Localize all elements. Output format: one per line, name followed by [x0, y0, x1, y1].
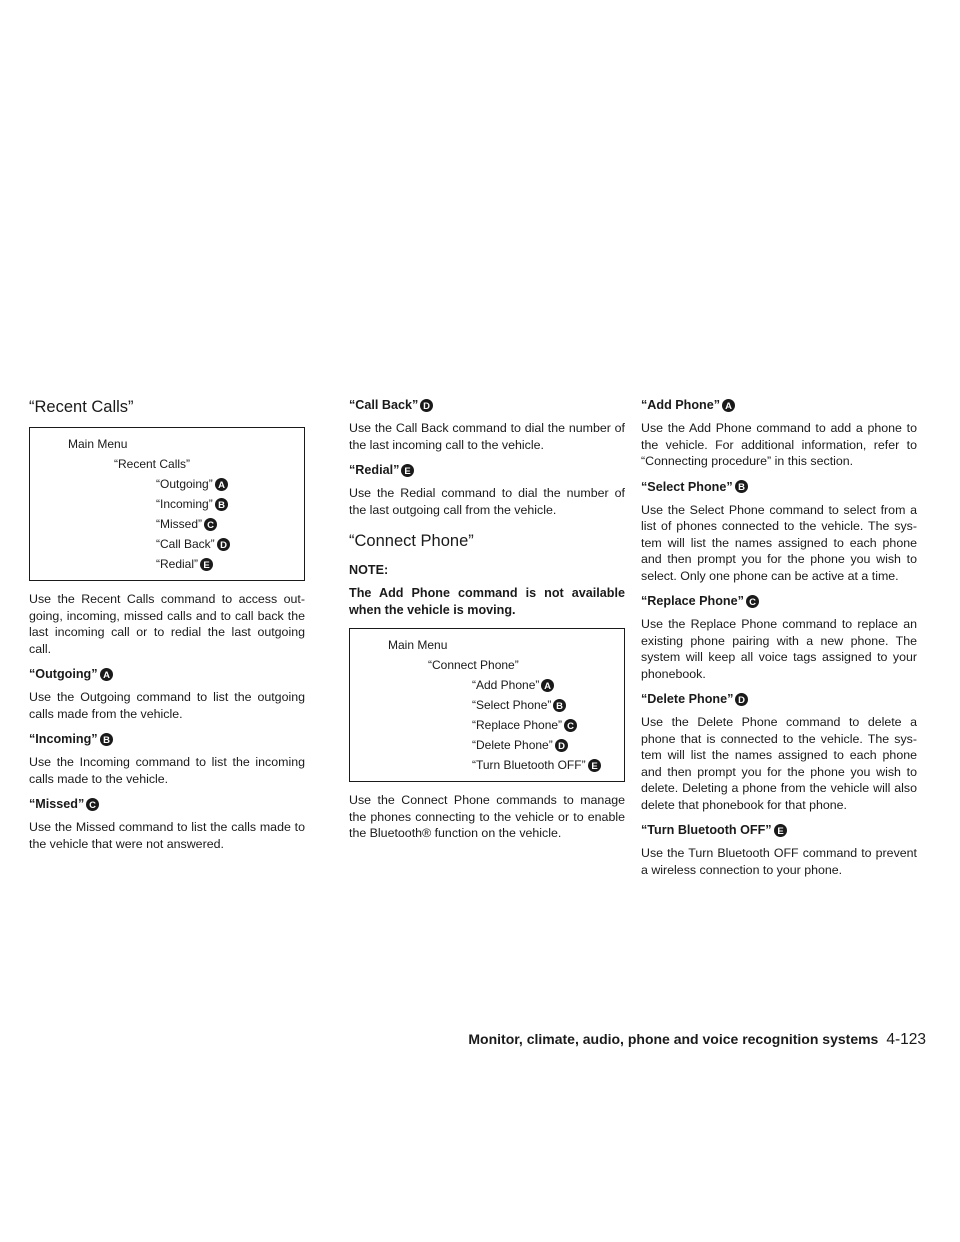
- subheading-text: “Turn Bluetooth OFF”: [641, 823, 772, 837]
- svg-text:D: D: [557, 740, 565, 752]
- marker-c-icon: [86, 798, 99, 811]
- redial-subheading: [349, 463, 625, 477]
- menu-parent: “Connect Phone”: [428, 658, 519, 672]
- menu-root: Main Menu: [68, 437, 128, 451]
- menu-item: [40, 554, 294, 574]
- marker-a-icon: [100, 668, 113, 681]
- add-phone-subheading: [641, 398, 917, 412]
- marker-e-icon: [588, 759, 601, 772]
- subheading-text: “Outgoing”: [29, 667, 98, 681]
- svg-text:B: B: [217, 499, 225, 511]
- svg-text:E: E: [404, 465, 412, 477]
- subheading-text: “Select Phone”: [641, 479, 733, 494]
- menu-root: Main Menu: [388, 638, 448, 652]
- subheading-text: “Redial”: [349, 463, 400, 477]
- marker-c-icon: [204, 518, 217, 531]
- replace-phone-subheading: [641, 594, 917, 608]
- menu-item-label: “Outgoing”: [156, 477, 213, 491]
- menu-item: [360, 735, 614, 755]
- menu-item-label: “Incoming”: [156, 497, 213, 511]
- svg-text:A: A: [102, 669, 110, 681]
- incoming-subheading: [29, 732, 305, 746]
- menu-item-label: “Call Back”: [156, 537, 215, 551]
- missed-subheading: [29, 797, 305, 811]
- svg-text:C: C: [748, 596, 756, 608]
- marker-b-icon: [215, 498, 228, 511]
- missed-text: Use the Missed command to list the calls made to the vehicle that were not answered.: [29, 820, 305, 851]
- svg-text:C: C: [89, 799, 97, 811]
- svg-text:D: D: [738, 694, 746, 706]
- svg-text:C: C: [207, 519, 214, 531]
- delete-phone-text: Use the Delete Phone command to delete a phone that is connected to the vehicle. The sys-tem will list the names assigned to each phone and then prompt you for the phone you wish to delete. Deleting a phone from the vehicle will also delete that phonebook for that phone.: [641, 715, 917, 812]
- svg-text:B: B: [737, 482, 745, 493]
- outgoing-text: Use the Outgoing command to list the outgoing calls made from the vehicle.: [29, 690, 305, 721]
- add-phone-text: Use the Add Phone command to add a phone to the vehicle. For additional information, refer to “Connecting procedure” in this section.: [641, 421, 917, 468]
- svg-text:B: B: [556, 700, 564, 712]
- select-phone-subheading: [641, 480, 917, 494]
- middle-column: [349, 398, 625, 852]
- menu-item-label: “Missed”: [156, 517, 203, 531]
- menu-item: [40, 494, 294, 514]
- menu-item-label: “Turn Bluetooth OFF”: [472, 758, 586, 772]
- connect-phone-menu-diagram: [349, 628, 625, 782]
- subheading-text: “Replace Phone”: [641, 594, 744, 608]
- marker-a-icon: [722, 399, 735, 412]
- left-column: [29, 398, 305, 862]
- menu-item-label: “Replace Phone”: [472, 718, 563, 732]
- marker-b-icon: [100, 733, 113, 746]
- note-text: The Add Phone command is not available when the vehicle is moving.: [349, 586, 625, 617]
- marker-e-icon: [401, 464, 414, 477]
- svg-text:B: B: [102, 734, 110, 746]
- menu-item-label: “Select Phone”: [472, 698, 552, 712]
- marker-d-icon: [555, 739, 568, 752]
- turn-bluetooth-off-subheading: [641, 823, 917, 837]
- call-back-subheading: [349, 398, 625, 412]
- svg-text:D: D: [423, 400, 431, 412]
- incoming-text: Use the Incoming command to list the incoming calls made to the vehicle.: [29, 755, 305, 786]
- menu-parent: “Recent Calls”: [114, 457, 191, 471]
- recent-calls-heading: “Recent Calls”: [29, 398, 134, 416]
- menu-item: [40, 514, 294, 534]
- svg-text:E: E: [590, 760, 598, 772]
- recent-calls-intro: Use the Recent Calls command to access out-going, incoming, missed calls and to call back the last incoming call or to redial the last outgoing call.: [29, 592, 305, 656]
- menu-item-label: “Redial”: [156, 557, 199, 571]
- note-label: NOTE:: [349, 563, 389, 577]
- menu-item: [360, 715, 614, 735]
- connect-phone-heading: “Connect Phone”: [349, 532, 474, 550]
- menu-item: [360, 675, 614, 695]
- page-number: 4-123: [886, 1031, 926, 1048]
- menu-item-label: “Delete Phone”: [472, 738, 553, 752]
- subheading-text: “Delete Phone”: [641, 692, 734, 706]
- svg-text:A: A: [217, 479, 225, 491]
- turn-bluetooth-off-text: Use the Turn Bluetooth OFF command to prevent a wireless connection to your phone.: [641, 846, 917, 877]
- svg-text:A: A: [725, 400, 732, 412]
- svg-text:A: A: [544, 680, 552, 692]
- subheading-text: “Incoming”: [29, 732, 98, 746]
- call-back-text: Use the Call Back command to dial the number of the last incoming call to the vehicle.: [349, 421, 625, 452]
- recent-calls-menu-diagram: [29, 427, 305, 581]
- marker-b-icon: [553, 699, 566, 712]
- svg-text:E: E: [776, 825, 784, 837]
- svg-text:D: D: [219, 539, 227, 551]
- outgoing-subheading: [29, 667, 305, 681]
- menu-item-label: “Add Phone”: [472, 678, 540, 692]
- marker-c-icon: [746, 595, 759, 608]
- menu-item: [40, 474, 294, 494]
- delete-phone-subheading: [641, 692, 917, 706]
- marker-e-icon: [774, 824, 787, 837]
- marker-a-icon: [541, 679, 554, 692]
- subheading-text: “Missed”: [29, 797, 85, 811]
- marker-d-icon: [217, 538, 230, 551]
- marker-b-icon: [735, 480, 748, 493]
- marker-d-icon: [735, 693, 748, 706]
- select-phone-text: Use the Select Phone command to select from a list of phones connected to the vehicle. The sys-tem will list the names assigned to each phone and then prompt you for the phone you wish to select. Only one phone can be active at a time.: [641, 502, 917, 583]
- replace-phone-text: Use the Replace Phone command to replace an existing phone pairing with a new phone. The system will keep all voice tags assigned to your phonebook.: [641, 617, 917, 681]
- marker-e-icon: [200, 558, 213, 571]
- marker-d-icon: [420, 399, 433, 412]
- menu-item: [360, 695, 614, 715]
- page-footer: [468, 1031, 926, 1049]
- redial-text: Use the Redial command to dial the number of the last outgoing call from the vehicle.: [349, 486, 625, 517]
- marker-c-icon: [564, 719, 577, 732]
- svg-text:E: E: [203, 559, 210, 571]
- menu-item: [40, 534, 294, 554]
- subheading-text: “Add Phone”: [641, 398, 721, 412]
- subheading-text: “Call Back”: [349, 398, 419, 412]
- svg-text:C: C: [567, 720, 574, 732]
- right-column: [641, 398, 917, 888]
- footer-section-title: Monitor, climate, audio, phone and voice recognition systems: [468, 1031, 879, 1047]
- connect-phone-outro: Use the Connect Phone commands to manage the phones connecting to the vehicle or to enable the Bluetooth® function on the vehicle.: [349, 793, 625, 840]
- marker-a-icon: [215, 478, 228, 491]
- menu-item: [360, 755, 614, 775]
